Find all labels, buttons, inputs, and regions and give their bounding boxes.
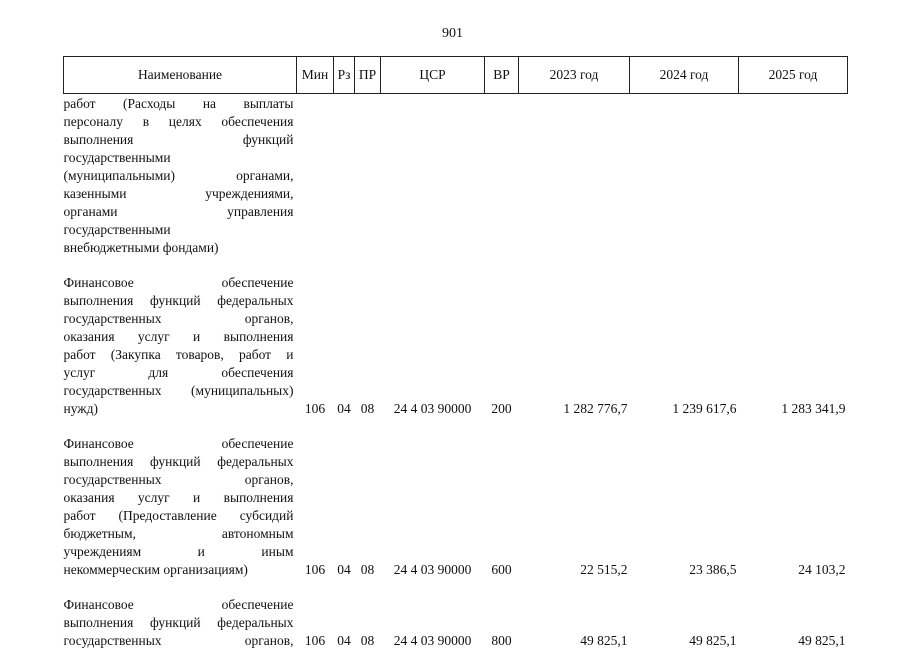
name-line: бюджетным, автономным — [63, 526, 294, 541]
row-2024: 23 386,5 — [689, 562, 737, 577]
header-min: Мин — [297, 57, 334, 94]
row-min: 106 — [304, 633, 326, 648]
name-line: государственных органов, — [63, 633, 294, 648]
header-csr: ЦСР — [381, 57, 485, 94]
name-line: учреждениям и иным — [63, 544, 294, 559]
name-line: Финансовое обеспечение — [63, 275, 294, 290]
row-rz: 04 — [337, 401, 351, 416]
row-pr: 08 — [360, 633, 375, 648]
budget-table — [63, 56, 848, 650]
header-2024: 2024 год — [630, 57, 739, 94]
name-line: внебюджетными фондами) — [63, 240, 219, 255]
table-row — [64, 257, 848, 418]
name-line: выполнения функций федеральных — [63, 293, 294, 308]
row-2023: 22 515,2 — [580, 562, 628, 577]
name-line: (муниципальными) органами, — [63, 168, 294, 183]
header-name: Наименование — [64, 57, 297, 94]
row-vr: 200 — [491, 401, 512, 416]
header-2023: 2023 год — [519, 57, 630, 94]
name-line: выполнения функций федеральных — [63, 454, 294, 469]
table-row — [64, 418, 848, 579]
name-line: государственных органов, — [63, 311, 294, 326]
row-pr — [355, 94, 381, 258]
name-line: государственными — [63, 222, 171, 237]
name-line: казенными учреждениями, — [63, 186, 294, 201]
name-line: оказания услуг и выполнения — [63, 329, 294, 344]
name-line: Финансовое обеспечение — [63, 597, 294, 612]
name-line: выполнения функций федеральных — [63, 615, 294, 630]
row-2025: 49 825,1 — [798, 633, 846, 648]
row-vr — [485, 94, 519, 258]
row-name-cell — [64, 579, 297, 650]
table-header-row — [64, 57, 848, 94]
name-line: Финансовое обеспечение — [63, 436, 294, 451]
page-number: 901 — [442, 26, 463, 41]
name-line: государственных органов, — [63, 472, 294, 487]
row-2025: 24 103,2 — [798, 562, 846, 577]
row-name-cell — [64, 257, 297, 418]
row-2025 — [739, 94, 848, 258]
name-line: оказания услуг и выполнения — [63, 490, 294, 505]
table-row — [64, 579, 848, 650]
row-name-cell — [64, 94, 297, 258]
row-csr — [381, 94, 485, 258]
header-2025: 2025 год — [739, 57, 848, 94]
row-vr: 800 — [491, 633, 512, 648]
row-min: 106 — [304, 401, 326, 416]
row-vr: 600 — [491, 562, 512, 577]
row-2023: 1 282 776,7 — [563, 401, 628, 416]
row-rz — [334, 94, 355, 258]
name-line: услуг для обеспечения — [63, 365, 294, 380]
row-2023 — [519, 94, 630, 258]
row-2024 — [630, 94, 739, 258]
name-line: выполнения функций — [63, 132, 294, 147]
row-csr: 24 4 03 90000 — [393, 401, 472, 416]
header-vr: ВР — [485, 57, 519, 94]
row-2024: 49 825,1 — [689, 633, 737, 648]
row-pr: 08 — [360, 562, 375, 577]
name-line: нужд) — [63, 401, 98, 416]
row-rz: 04 — [337, 562, 351, 577]
row-2025: 1 283 341,9 — [781, 401, 846, 416]
row-rz: 04 — [337, 633, 351, 648]
name-line: государственных (муниципальных) — [63, 383, 294, 398]
name-line: некоммерческим организациям) — [63, 562, 248, 577]
row-2023: 49 825,1 — [580, 633, 628, 648]
row-min: 106 — [304, 562, 326, 577]
row-2024: 1 239 617,6 — [672, 401, 737, 416]
row-csr: 24 4 03 90000 — [393, 633, 472, 648]
header-pr: ПР — [355, 57, 381, 94]
row-csr: 24 4 03 90000 — [393, 562, 472, 577]
name-line: работ (Предоставление субсидий — [63, 508, 294, 523]
row-pr: 08 — [360, 401, 375, 416]
row-min — [297, 94, 334, 258]
header-rz: Рз — [334, 57, 355, 94]
name-line: работ (Закупка товаров, работ и — [63, 347, 294, 362]
row-name-cell — [64, 418, 297, 579]
table-row — [64, 94, 848, 258]
name-line: органами управления — [63, 204, 294, 219]
name-line: государственными — [63, 150, 171, 165]
name-line: работ (Расходы на выплаты — [63, 96, 294, 111]
name-line: персоналу в целях обеспечения — [63, 114, 294, 129]
